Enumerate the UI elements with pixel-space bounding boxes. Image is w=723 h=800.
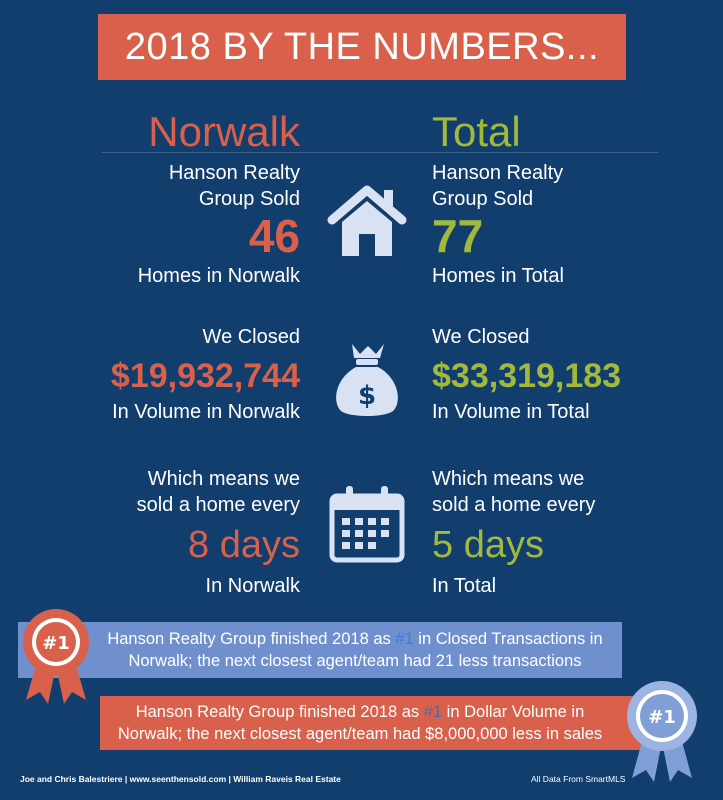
homes-left-text [169, 160, 300, 212]
homes-right-value: 77 [432, 210, 484, 262]
title-banner [98, 14, 626, 80]
house-icon [326, 182, 408, 260]
award-dollar-volume [100, 696, 670, 750]
award2-line2: Norwalk; the next closest agent/team had $8,000,000 less in sales [117, 725, 603, 743]
homes-left-line3: Homes in Norwalk [137, 265, 300, 287]
frequency-right-line1: Which means we [432, 468, 585, 490]
homes-left-line2: Group Sold [198, 188, 300, 210]
award1-rank: #1 [395, 630, 414, 648]
money-bag-icon [330, 340, 404, 420]
badge2-label: #1 [648, 707, 676, 728]
volume-left-line1: We Closed [202, 326, 300, 348]
blue-ribbon-badge-icon [624, 678, 700, 784]
badge1-label: #1 [42, 633, 70, 654]
award-closed-transactions [18, 622, 622, 678]
frequency-right-text [432, 466, 595, 518]
frequency-right-value: 5 days [432, 524, 544, 566]
column-heading-total: Total [432, 108, 521, 155]
homes-right-line2: Group Sold [432, 188, 534, 210]
homes-right-line3: Homes in Total [432, 265, 564, 287]
frequency-left-line1: Which means we [147, 468, 300, 490]
footer-credit: Joe and Chris Balestriere | www.seenthensold.com | William Raveis Real Estate [20, 774, 341, 784]
calendar-icon [328, 484, 406, 564]
page-title: 2018 BY THE NUMBERS... [124, 25, 600, 68]
award2-text-start: Hanson Realty Group finished 2018 as [135, 703, 424, 721]
frequency-right-line3: In Total [432, 575, 497, 597]
volume-left-value: $19,932,744 [110, 357, 300, 395]
frequency-right-line2: sold a home every [432, 494, 596, 516]
frequency-left-text [137, 466, 300, 518]
homes-right-line1: Hanson Realty [432, 162, 564, 184]
homes-left-value: 46 [248, 210, 300, 262]
svg-text:$: $ [357, 381, 377, 411]
award2-rank: #1 [423, 703, 443, 721]
frequency-left-line3: In Norwalk [205, 575, 300, 597]
volume-left-line2: In Volume in Norwalk [112, 401, 300, 423]
footer-source: All Data From SmartMLS [531, 774, 626, 784]
homes-left-line1: Hanson Realty [168, 162, 300, 184]
column-heading-norwalk: Norwalk [148, 108, 300, 155]
heading-divider [102, 152, 658, 153]
volume-right-line1: We Closed [432, 326, 530, 348]
award2-text-end: in Dollar Volume in [442, 703, 585, 721]
award1-line2: Norwalk; the next closest agent/team had 21 less transactions [128, 652, 582, 670]
homes-right-text [432, 160, 563, 212]
volume-right-line2: In Volume in Total [432, 401, 590, 423]
volume-right-value: $33,319,183 [432, 357, 622, 395]
award1-text-end: in Closed Transactions in [413, 630, 603, 648]
frequency-left-line2: sold a home every [136, 494, 300, 516]
award1-text-start: Hanson Realty Group finished 2018 as [107, 630, 396, 648]
frequency-left-value: 8 days [188, 524, 300, 566]
orange-ribbon-badge-icon [20, 606, 92, 706]
